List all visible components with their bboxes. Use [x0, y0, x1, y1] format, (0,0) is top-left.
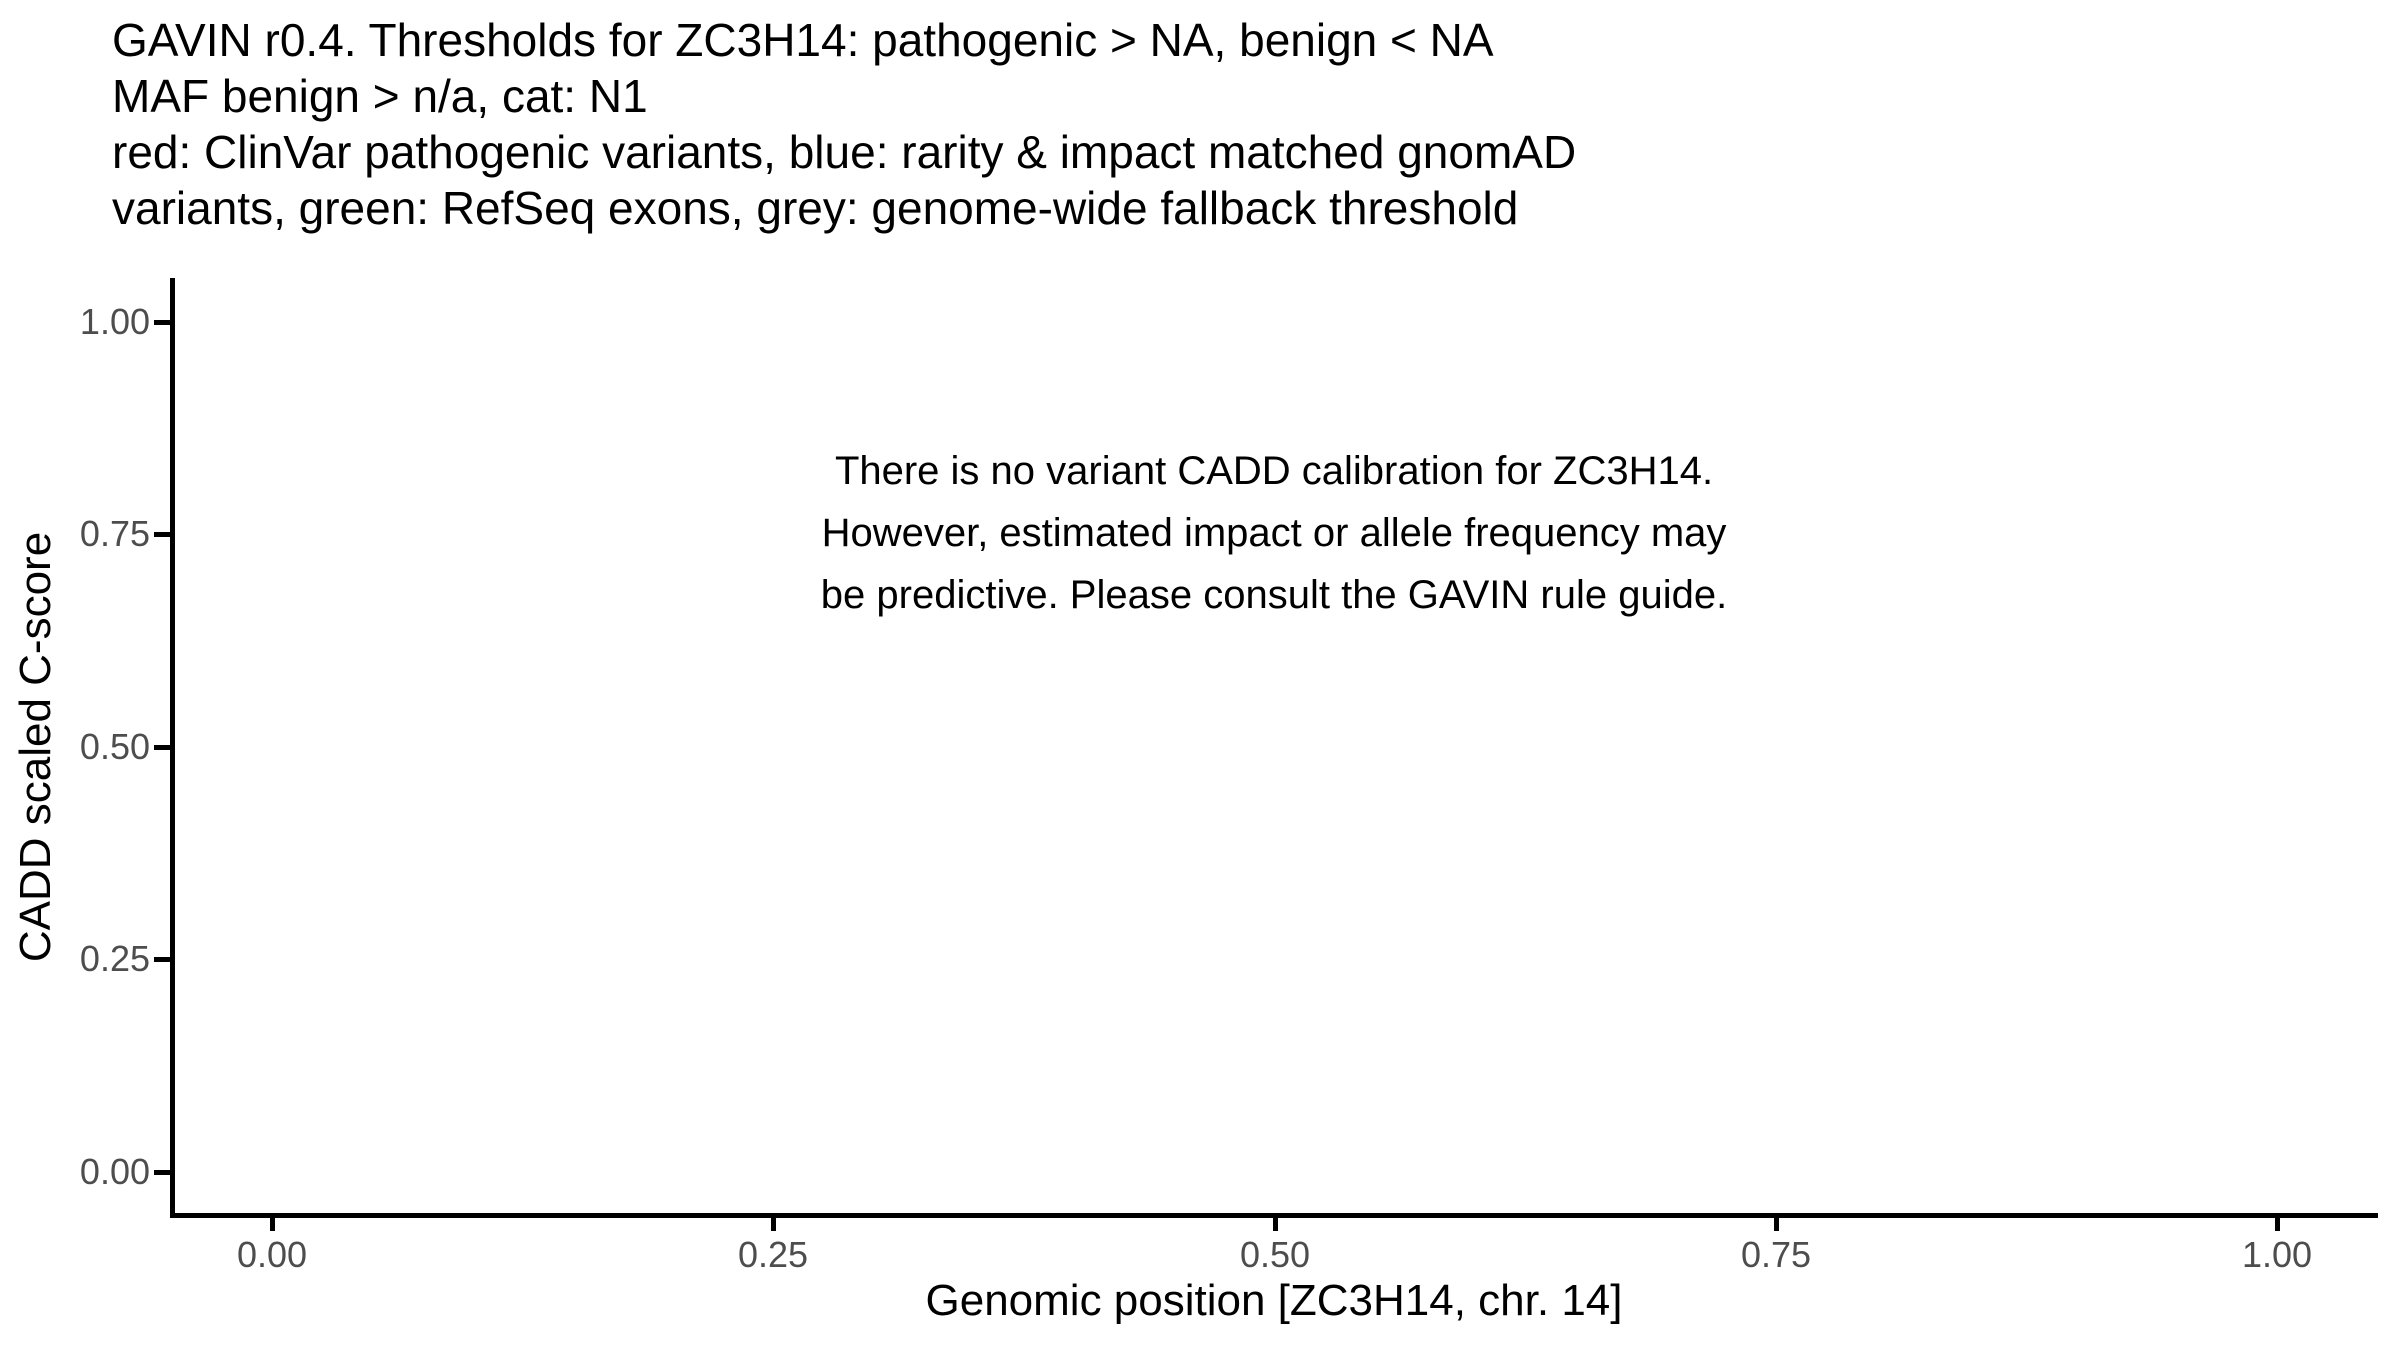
y-tick-label: 0.75 — [79, 513, 150, 554]
annotation-line-3: be predictive. Please consult the GAVIN rule guide. — [820, 573, 1728, 617]
x-tick-mark — [270, 1218, 275, 1231]
y-tick-label: 0.00 — [79, 1151, 150, 1192]
no-calibration-annotation — [374, 440, 2174, 626]
y-tick-mark — [154, 320, 170, 325]
y-tick-mark — [154, 532, 170, 537]
x-tick-mark — [771, 1218, 776, 1231]
y-axis-title: CADD scaled C-score — [11, 531, 60, 963]
x-tick-label: 0.25 — [737, 1234, 809, 1275]
y-tick-label: 0.50 — [79, 726, 150, 767]
plot-panel — [170, 278, 2378, 1218]
plot-title-line-3: red: ClinVar pathogenic variants, blue: rarity & impact matched gnomAD — [112, 126, 1577, 178]
plot-title-line-1: GAVIN r0.4. Thresholds for ZC3H14: pathogenic > NA, benign < NA — [112, 14, 1494, 66]
x-tick-label: 1.00 — [2241, 1234, 2313, 1275]
y-tick-mark — [154, 1170, 170, 1175]
x-axis-title: Genomic position [ZC3H14, chr. 14] — [925, 1276, 1623, 1325]
x-tick-label: 0.00 — [236, 1234, 308, 1275]
annotation-line-2: However, estimated impact or allele frequency may — [821, 511, 1727, 555]
plot-title — [112, 12, 1576, 236]
plot-title-line-2: MAF benign > n/a, cat: N1 — [112, 70, 648, 122]
y-tick-label: 0.25 — [79, 938, 150, 979]
x-tick-label: 0.75 — [1740, 1234, 1812, 1275]
x-tick-mark — [1774, 1218, 1779, 1231]
y-tick-mark — [154, 957, 170, 962]
x-tick-mark — [2275, 1218, 2280, 1231]
plot-title-line-4: variants, green: RefSeq exons, grey: genome-wide fallback threshold — [112, 182, 1519, 234]
y-tick-label: 1.00 — [79, 301, 150, 342]
annotation-line-1: There is no variant CADD calibration for ZC3H14. — [834, 449, 1714, 493]
x-tick-label: 0.50 — [1239, 1234, 1311, 1275]
y-tick-mark — [154, 745, 170, 750]
x-tick-mark — [1273, 1218, 1278, 1231]
